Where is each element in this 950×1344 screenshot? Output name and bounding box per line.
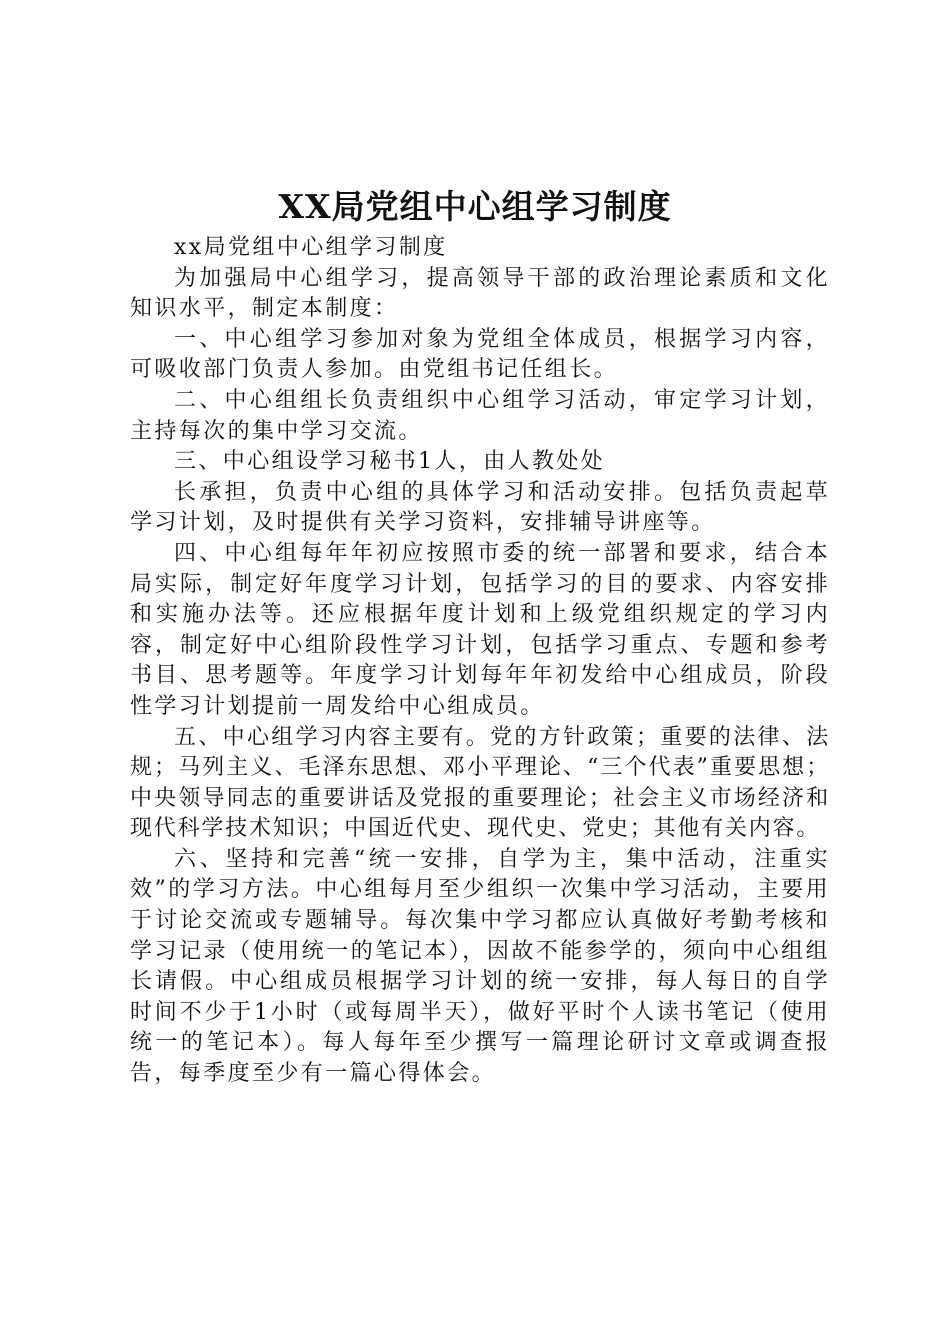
paragraph-article-1: 一、中心组学习参加对象为党组全体成员，根据学习内容，可吸收部门负责人参加。由党组书记任组长。	[130, 326, 830, 383]
paragraph-article-2: 二、中心组组长负责组织中心组学习活动，审定学习计划，主持每次的集中学习交流。	[130, 387, 830, 444]
paragraph-subtitle: xx局党组中心组学习制度	[174, 235, 448, 260]
document-title: XX局党组中心组学习制度	[278, 187, 672, 226]
paragraph-article-5: 五、中心组学习内容主要有。党的方针政策；重要的法律、法规；马列主义、毛泽东思想、邓小平理论、“三个代表”重要思想；中央领导同志的重要讲话及党报的重要理论；社会主义市场经济和现代科学技术知识；中国近代史、现代史、党史；其他有关内容。	[130, 724, 830, 842]
paragraph-article-3: 三、中心组设学习秘书1人，由人教处处	[174, 449, 606, 475]
paragraph-article-6: 六、坚持和完善“统一安排，自学为主，集中活动，注重实效”的学习方法。中心组每月至少组织一次集中学习活动，主要用于讨论交流或专题辅导。每次集中学习都应认真做好考勤考核和学习记录（使用统一的笔记本），因故不能参学的，须向中心组组长请假。中心组成员根据学习计划的统一安排，每人每日的自学时间不少于1小时（或每周半天），做好平时个人读书笔记（使用统一的笔记本）。每人每年至少撰写一篇理论研讨文章或调查报告，每季度至少有一篇心得体会。	[130, 846, 830, 1087]
paragraph-preamble: 为加强局中心组学习，提高领导干部的政治理论素质和文化知识水平，制定本制度：	[130, 265, 830, 322]
paragraph-article-4: 四、中心组每年年初应按照市委的统一部署和要求，结合本局实际，制定好年度学习计划，包括学习的目的要求、内容安排和实施办法等。还应根据年度计划和上级党组织规定的学习内容，制定好中心组阶段性学习计划，包括学习重点、专题和参考书目、思考题等。年度学习计划每年年初发给中心组成员，阶段性学习计划提前一周发给中心组成员。	[130, 540, 830, 719]
document-body	[130, 233, 830, 1090]
paragraph-article-3-continued: 长承担，负责中心组的具体学习和活动安排。包括负责起草学习计划，及时提供有关学习资料，安排辅导讲座等。	[130, 479, 830, 536]
